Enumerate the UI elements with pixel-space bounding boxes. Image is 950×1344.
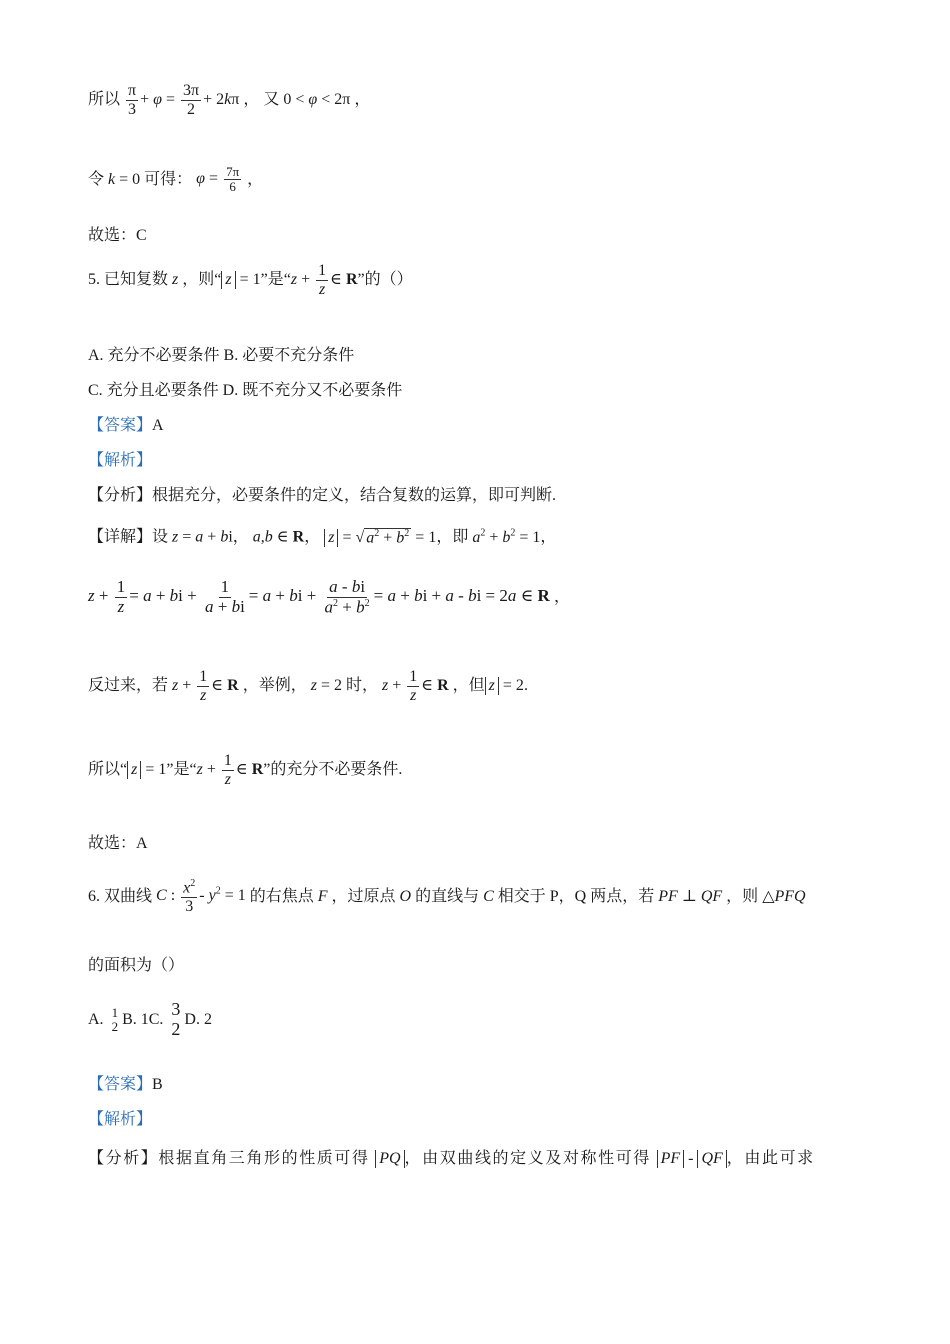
text: 的右焦点	[249, 887, 314, 905]
q6-analysis	[88, 1150, 815, 1168]
text: ，	[540, 528, 557, 546]
math-formula: O	[399, 887, 412, 905]
q6-line2: 的面积为（）	[88, 957, 185, 974]
math-formula: a,b ∈ R	[252, 528, 305, 546]
text: ”的（）	[357, 271, 413, 289]
text: ，	[354, 91, 371, 109]
text: 可得：	[144, 170, 193, 188]
math-formula: z = 2	[310, 677, 342, 695]
text: 6. 双曲线	[88, 887, 153, 905]
math-formula: 1 2	[111, 1004, 119, 1034]
text: 所以	[88, 91, 121, 109]
math-formula: 3 2	[171, 999, 181, 1039]
q5-analysis	[88, 488, 556, 504]
analysis-text: 根据充分，必要条件的定义，结合复数的运算，即可判断.	[152, 487, 557, 504]
question-6	[88, 878, 806, 916]
answer-tag: 【答案】	[88, 1076, 153, 1093]
math-formula: 又 0 < φ < 2π	[263, 91, 351, 109]
answer-tag: 【答案】	[88, 417, 153, 434]
q6-jiexi-tag: 【解析】	[88, 1111, 153, 1128]
detail-tag: 【详解】	[88, 528, 153, 546]
analysis-tag: 【分析】	[88, 1149, 159, 1167]
text: ，	[554, 588, 571, 606]
text: ，则	[726, 887, 759, 905]
line-k-zero	[88, 165, 263, 195]
q5-derivation	[88, 578, 570, 617]
math-formula: φ = $\frac{7\pi}{6}$	[196, 164, 240, 195]
text: ，	[304, 528, 321, 546]
answer-value: A	[152, 417, 164, 434]
math-formula: z	[172, 271, 179, 289]
q5-detail	[88, 528, 556, 547]
text: ，过原点	[331, 887, 396, 905]
math-formula: z + $\frac{1}{z}$ ∈ R	[290, 262, 358, 298]
text: ，即	[436, 528, 469, 546]
q6-options	[88, 1000, 212, 1040]
math-formula: z = 2	[485, 677, 524, 694]
text: ”是“	[166, 761, 197, 779]
text: ，但	[452, 677, 485, 695]
q5-counterexample	[88, 668, 528, 704]
text: ”的充分不必要条件.	[263, 761, 403, 779]
text: 的直线与	[415, 887, 480, 905]
math-formula: PF ⊥ QF	[658, 887, 723, 905]
q6-answer	[88, 1077, 163, 1093]
q5-final-answer: 故选：A	[88, 835, 148, 852]
text: 设	[152, 528, 169, 546]
q5-answer	[88, 418, 164, 434]
text: .	[523, 677, 528, 695]
text: 相交于 P，Q 两点，若	[497, 887, 655, 905]
text: B. 1C.	[122, 1010, 168, 1028]
text: 时，	[345, 677, 378, 695]
line-phi-equation	[88, 82, 370, 118]
math-formula: C	[483, 887, 494, 905]
math-formula: k = 0	[108, 170, 141, 188]
answer-value: B	[152, 1076, 163, 1093]
text: A.	[88, 1010, 108, 1028]
q5-conclusion	[88, 752, 402, 788]
q5-options-cd: C. 充分且必要条件 D. 既不充分又不必要条件	[88, 382, 403, 399]
math-formula: z + $\frac{1}{z}$ ∈ R	[196, 752, 264, 788]
text: ，	[247, 170, 264, 188]
text: 5. 已知复数	[88, 271, 169, 289]
text: 根据直角三角形的性质可得	[158, 1149, 370, 1167]
text: ，则“	[182, 271, 222, 289]
math-formula: z = 1	[127, 761, 166, 778]
text: ，举例，	[242, 677, 307, 695]
math-formula: z = 1	[221, 271, 260, 288]
math-formula: PF - QF	[657, 1150, 727, 1167]
math-formula: z = √ $a^2 + b^2 = 1$	[324, 529, 436, 546]
math-formula: F	[317, 887, 328, 905]
text: 所以“	[88, 761, 128, 779]
math-formula: z + $\frac{1}{z}$ ∈ R	[172, 668, 239, 704]
math-formula: PQ	[375, 1150, 404, 1167]
text: 反过来，若	[88, 677, 169, 695]
question-5	[88, 262, 413, 298]
text: D. 2	[184, 1010, 212, 1028]
text: ，	[232, 528, 249, 546]
math-formula: △PFQ	[762, 887, 806, 905]
math-formula: z = a + bi	[172, 528, 233, 546]
math-formula: $\frac{\pi}{3}$ + φ = $\frac{3\pi}{2}$ + 2kπ	[128, 82, 244, 118]
analysis-tag: 【分析】	[88, 487, 153, 504]
math-formula: C : $\frac{x^2}{3}$ - $y^2 = 1$	[156, 878, 246, 915]
q5-options-ab: A. 充分不必要条件 B. 必要不充分条件	[88, 347, 355, 364]
q5-jiexi-tag: 【解析】	[88, 452, 153, 469]
text: ，由此可求	[726, 1149, 815, 1167]
math-formula: z + $\frac{1}{z}$ ∈ R	[381, 668, 449, 704]
math-formula: $a^2 + b^2 = 1$	[472, 527, 541, 547]
text: ，	[243, 91, 260, 109]
text: ”是“	[260, 271, 291, 289]
math-formula: z + $\frac{1}{z}$ = a + bi + $\frac{1}{a + bi}$ = a + bi + $\frac{a - bi}{a^2 + b^2}$ = a + bi + a - bi = 2a ∈ R	[88, 577, 550, 617]
text: 令	[88, 170, 105, 188]
text: ，由双曲线的定义及对称性可得	[404, 1149, 651, 1167]
answer-line: 故选：C	[88, 227, 147, 244]
